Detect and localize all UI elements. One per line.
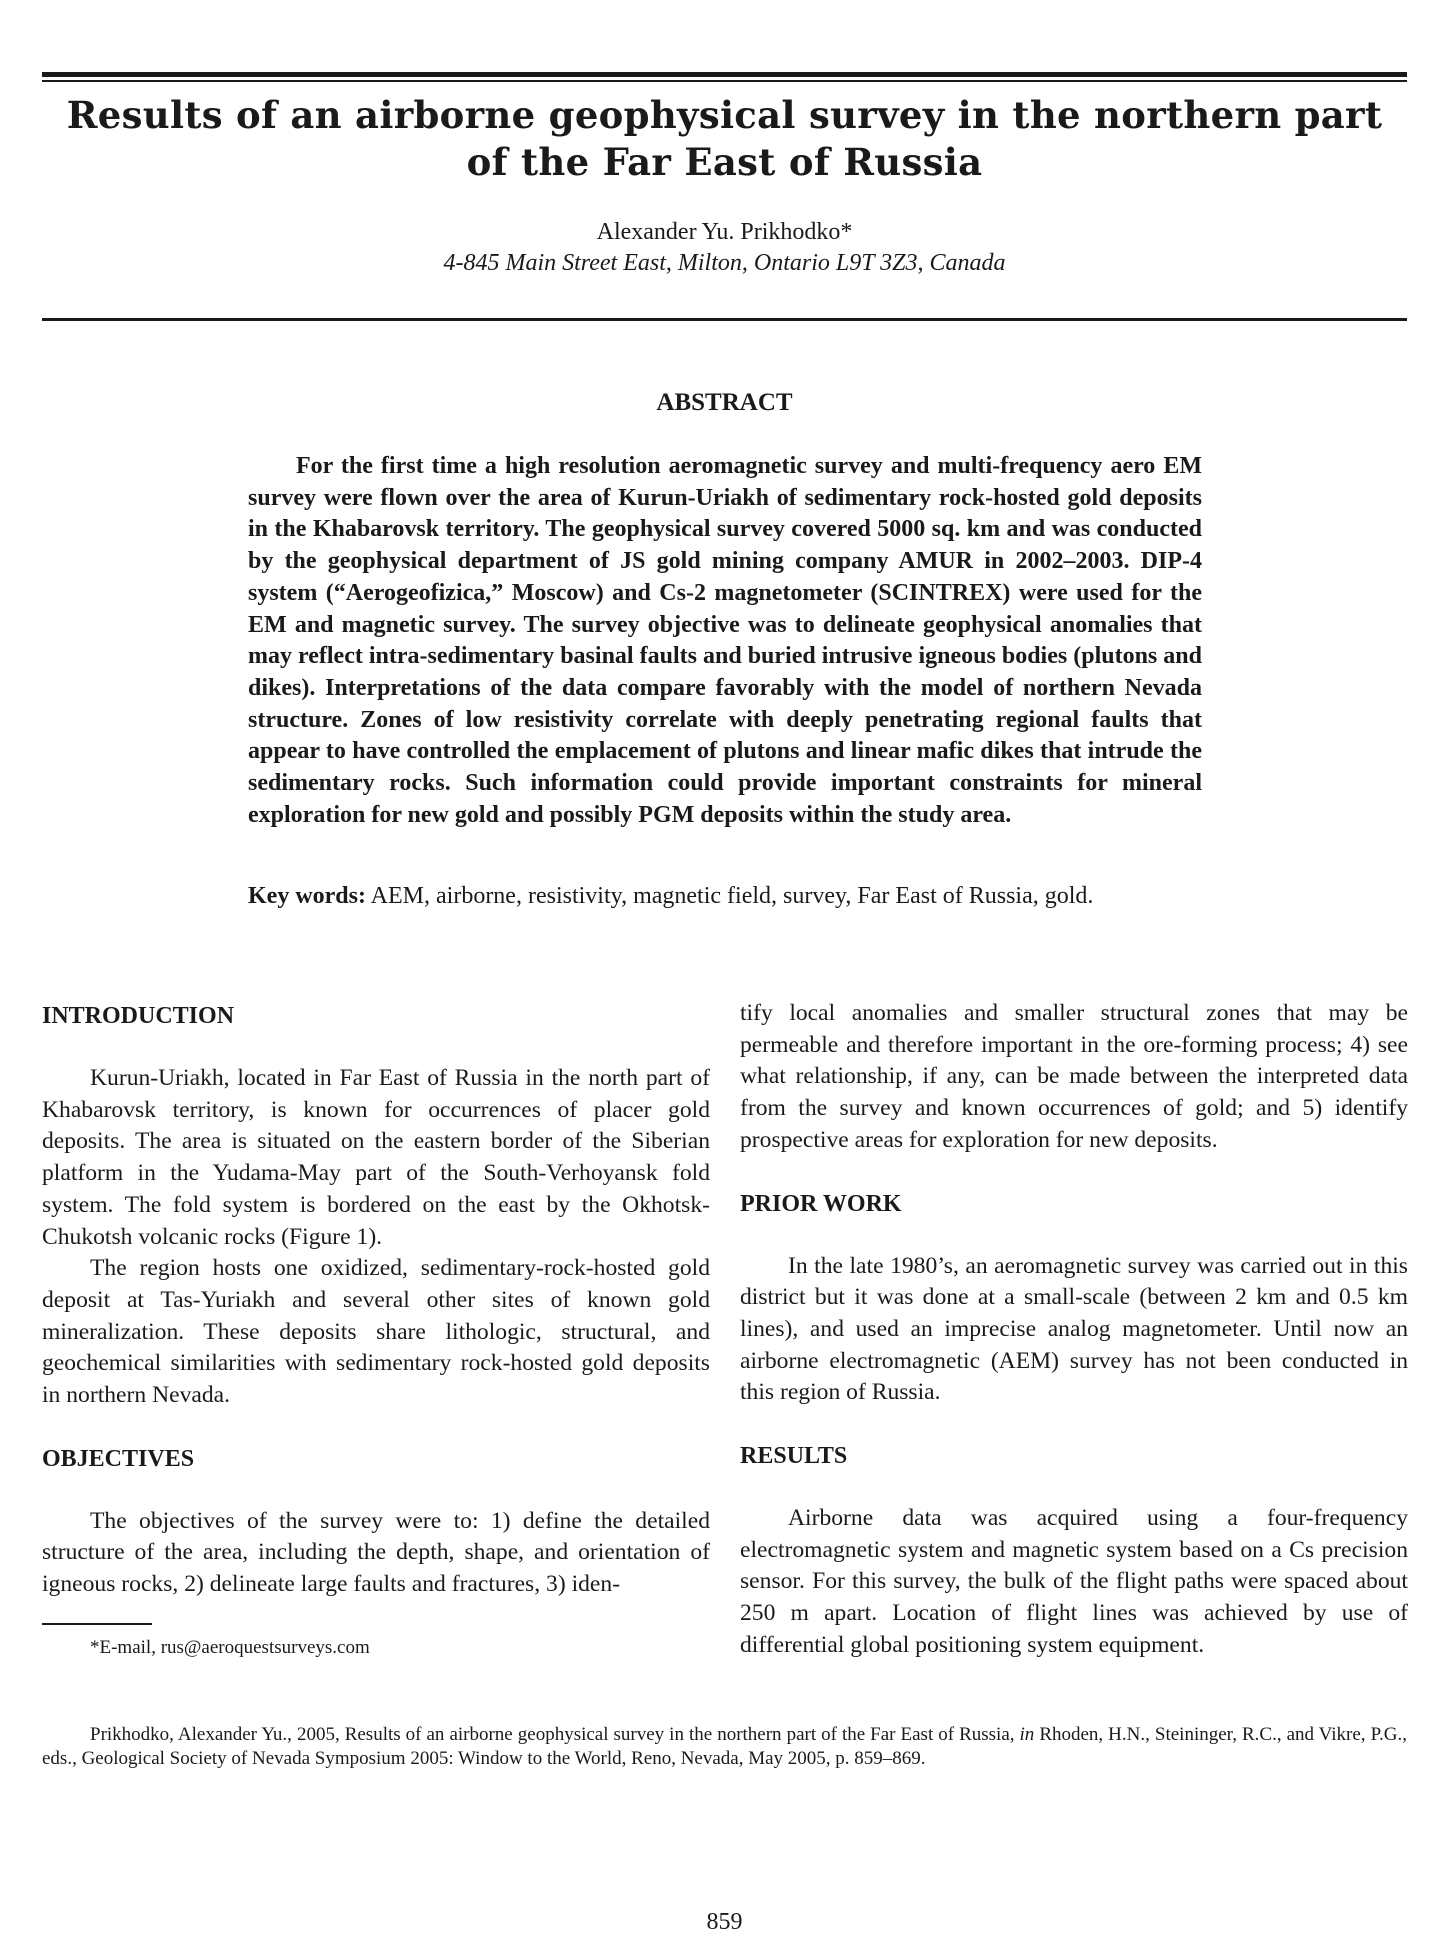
citation xyxy=(42,1723,1407,1771)
abstract-heading: ABSTRACT xyxy=(656,389,793,416)
prior-work-heading: PRIOR WORK xyxy=(740,1190,902,1217)
citation-italic: in xyxy=(1019,1724,1035,1745)
introduction-heading: INTRODUCTION xyxy=(42,1003,235,1029)
objectives-continuation: tify local anomalies and smaller structural zones that may be permeable and therefore important in the ore-forming process; 4) see what relationship, if any, can be made between the interpreted data from the survey and known occurrences of gold; and 5) identify prospective areas for exploration for new deposits. xyxy=(740,1000,1408,1153)
keywords-line xyxy=(248,881,1202,911)
objectives-paragraph-1: The objectives of the survey were to: 1) define the detailed structure of the area, including the depth, shape, and orientation of igneous rocks, 2) delineate large faults and fractures, 3) iden- xyxy=(42,1507,710,1598)
introduction-paragraph-1: Kurun-Uriakh, located in Far East of Russia in the north part of Khabarovsk territory, is known for occurrences of placer gold deposits. The area is situated on the eastern border of the Siberian platform in the Yudama-May part of the South-Verhoyansk fold system. The fold system is bordered on the east by the Okhotsk-Chukotsh volcanic rocks (Figure 1). xyxy=(42,1065,710,1250)
abstract-body: For the first time a high resolution aeromagnetic survey and multi-frequency aero EM survey were flown over the area of Kurun-Uriakh of sedimentary rock-hosted gold deposits in the Khabarovsk territory. The geophysical survey covered 5000 sq. km and was conducted by the geophysical department of JS gold mining company AMUR in 2002–2003. DIP-4 system (“Aerogeofizica,” Moscow) and Cs-2 magnetometer (SCINTREX) were used for the EM and magnetic survey. The survey objective was to delineate geophysical anomalies that may reflect intra-sedimentary basinal faults and buried intrusive igneous bodies (plutons and dikes). Interpretations of the data compare favorably with the model of northern Nevada structure. Zones of low resistivity correlate with deeply penetrating regional faults that appear to have controlled the emplacement of plutons and linear mafic dikes that intrude the sedimentary rocks. Such information could provide important constraints for mineral exploration for new gold and possibly PGM deposits within the study area. xyxy=(248,453,1202,828)
prior-work-paragraph: In the late 1980’s, an aeromagnetic survey was carried out in this district but it was done at a small-scale (between 2 km and 0.5 km lines), and used an imprecise analog magnetometer. Until now an airborne electromagnetic (AEM) survey has not been conducted in this region of Russia. xyxy=(740,1252,1408,1406)
top-rule-thick xyxy=(42,72,1407,77)
citation-text-start: Prikhodko, Alexander Yu., 2005, Results of an airborne geophysical survey in the northern part of the Far East of Russia, xyxy=(90,1724,1015,1745)
top-rule-thin xyxy=(42,80,1407,82)
paper-title: Results of an airborne geophysical survey in the northern part of the Far East of Russia xyxy=(66,93,1383,184)
right-column xyxy=(740,998,1408,1662)
author-name: Alexander Yu. Prikhodko* xyxy=(596,219,853,245)
author-affiliation: 4-845 Main Street East, Milton, Ontario L9T 3Z3, Canada xyxy=(443,250,1006,276)
keywords-label: Key words: xyxy=(248,883,366,909)
results-paragraph: Airborne data was acquired using a four-frequency electromagnetic system and magnetic system based on a Cs precision sensor. For this survey, the bulk of the flight paths were spaced about 250 m apart. Location of flight lines was achieved by use of differential global positioning system equipment. xyxy=(740,1505,1408,1658)
introduction-paragraph-2: The region hosts one oxidized, sedimentary-rock-hosted gold deposit at Tas-Yuriakh and several other sites of known gold mineralization. These deposits share lithologic, structural, and geochemical similarities with sedimentary rock-hosted gold deposits in northern Nevada. xyxy=(42,1255,710,1409)
header-divider xyxy=(42,318,1407,321)
citation-text-end: Rhoden, H.N., Steininger, R.C., and Vikre, P.G., eds., Geological Society of Nevada Symposium 2005: Window to the World, Reno, Nevada, May 2005, p. 859–869. xyxy=(42,1724,1407,1769)
objectives-heading: OBJECTIVES xyxy=(42,1445,195,1472)
footnote-email: *E-mail, rus@aeroquestsurveys.com xyxy=(90,1637,370,1658)
results-heading: RESULTS xyxy=(740,1443,848,1470)
page-number: 859 xyxy=(706,1909,743,1935)
left-column xyxy=(42,1000,710,1601)
footnote-rule xyxy=(42,1623,152,1625)
keywords-list: AEM, airborne, resistivity, magnetic field, survey, Far East of Russia, gold. xyxy=(370,883,1094,909)
